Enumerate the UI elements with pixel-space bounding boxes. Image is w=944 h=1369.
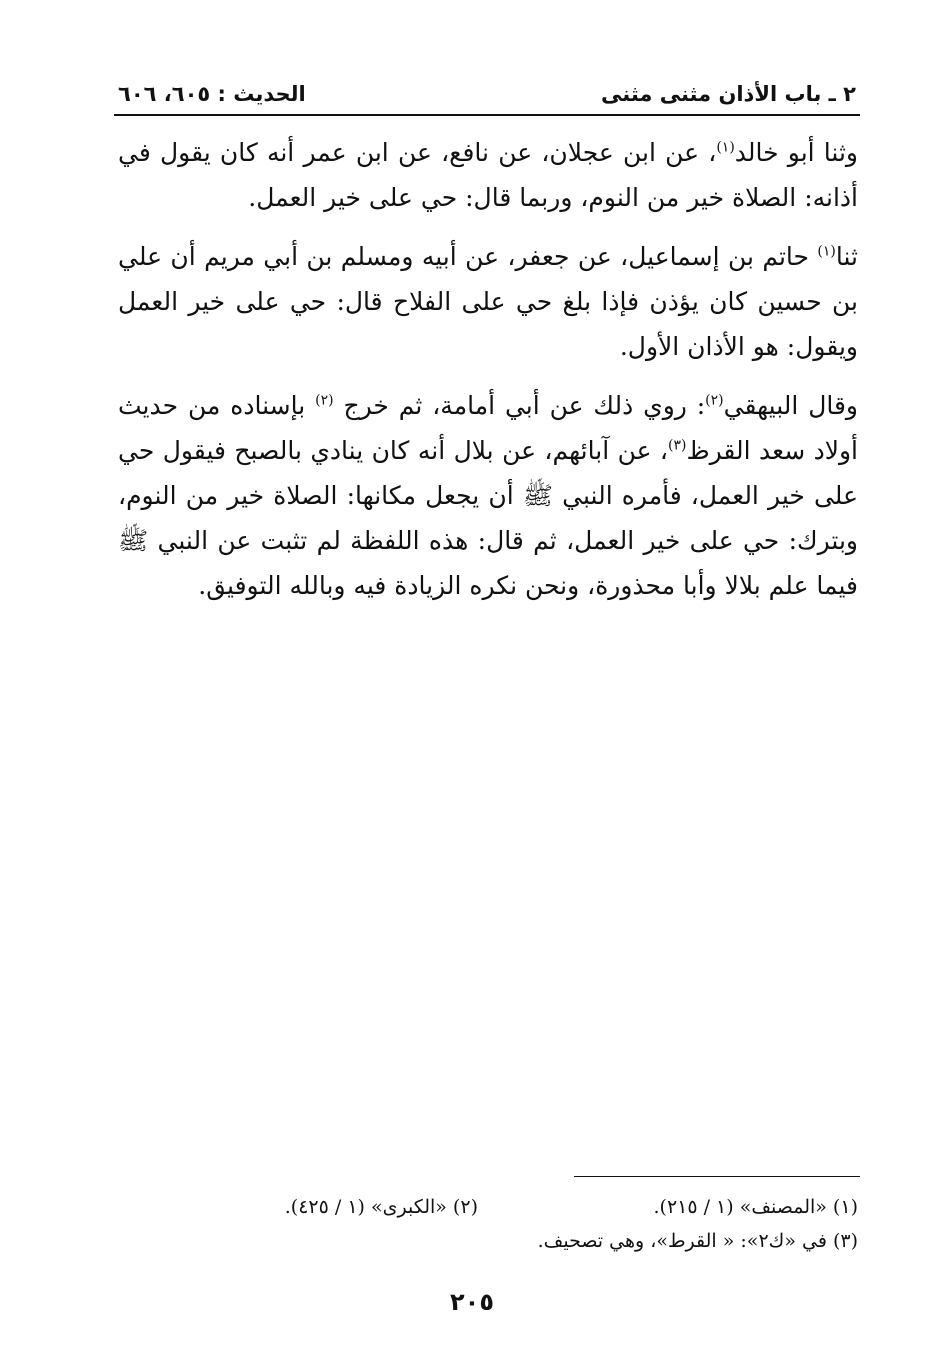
chapter-title: ٢ ـ باب الأذان مثنى مثنى [601, 82, 856, 106]
footnote-ref: (١) [817, 243, 836, 260]
footnote-ref: (٢) [315, 392, 334, 409]
footnote-row [118, 1224, 858, 1258]
footnote-ref: (٣) [668, 437, 687, 454]
footnote-row [118, 1190, 858, 1224]
footnotes [118, 1190, 858, 1258]
header-rule [114, 114, 860, 116]
footnote-1: (١) «المصنف» (١ / ٢١٥). [653, 1196, 858, 1218]
running-header [118, 78, 856, 110]
paragraph-2: ثنا$^{(١)}$ حاتم بن إسماعيل، عن جعفر، عن أبيه ومسلم بن أبي مريم أن علي بن حسين كان يؤذن فإذا بلغ حي على الفلاح قال: حي على خير العمل ويقول: هو الأذان الأول. [118, 242, 858, 361]
main-text [118, 130, 858, 622]
paragraph-1: وثنا أبو خالد$^{(١)}$، عن ابن عجلان، عن نافع، عن ابن عمر أنه كان يقول في أذانه: الصلاة خير من النوم، وربما قال: حي على خير العمل. [118, 138, 859, 212]
footnote-2: (٢) «الكبرى» (١ / ٤٢٥). [284, 1196, 478, 1218]
footnote-rule [574, 1176, 860, 1177]
footnote-3: (٣) في «ك٢»: « القرط»، وهي تصحيف. [537, 1230, 858, 1252]
footnote-ref: (٢) [705, 392, 724, 409]
hadith-numbers: الحديث : ٦٠٥، ٦٠٦ [118, 82, 306, 106]
footnote-ref: (١) [716, 139, 735, 156]
paragraph-3: وقال البيهقي$^{(٢)}$: روي ذلك عن أبي أمامة، ثم خرج $^{(٢)}$ بإسناده من حديث أولاد سعد القرظ$^{(٣)}$، عن آبائهم، عن بلال أنه كان ينادي بالصبح فيقول حي على خير العمل، فأمره النبي ﷺ أن يجعل مكانها: الصلاة خير من النوم، وبترك: حي على خير العمل، ثم قال: هذه اللفظة لم تثبت عن النبي ﷺ فيما علم بلالا وأبا محذورة، ونحن نكره الزيادة فيه وبالله التوفيق. [118, 391, 858, 600]
page-number: ٢٠٥ [450, 1288, 494, 1316]
